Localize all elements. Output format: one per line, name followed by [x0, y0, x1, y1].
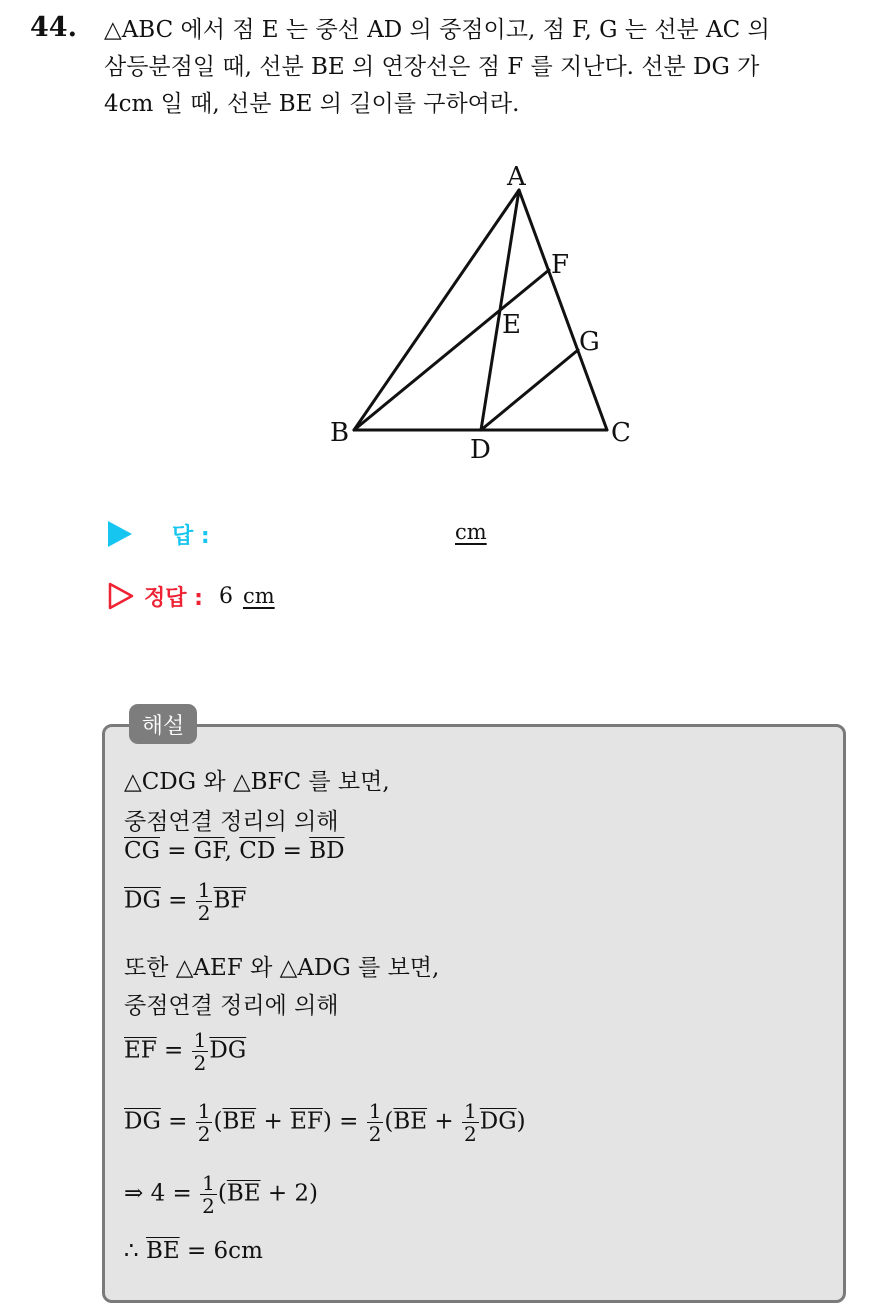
comma: ,	[224, 838, 240, 864]
question-line: △ABC 에서 점 E 는 중선 AD 의 중점이고, 점 F, G 는 선분 AC 의	[104, 17, 770, 43]
fraction	[200, 1172, 217, 1217]
equals: =	[160, 1108, 195, 1135]
paren-open: (	[217, 1180, 227, 1207]
fraction-numerator: 1	[202, 1171, 215, 1195]
label-c: C	[611, 418, 631, 448]
segment-dg	[481, 350, 578, 430]
label-g: G	[579, 327, 600, 357]
explanation-line-6: 중점연결 정리에 의해	[124, 993, 339, 1019]
fraction	[196, 879, 213, 924]
question-number: 44.	[30, 12, 77, 43]
segment-ef: $\overline{EF}$	[290, 1108, 323, 1135]
fraction-denominator: 2	[368, 1122, 382, 1146]
explanation-line-2: 중점연결 정리의 의해	[124, 809, 339, 835]
correct-answer-value: 6	[218, 583, 233, 609]
segment-bf	[354, 270, 549, 430]
explanation-line-1: △CDG 와 △BFC 를 보면,	[124, 769, 390, 795]
fraction-denominator: 2	[464, 1122, 477, 1146]
segment-be: $\overline{BE}$	[393, 1108, 428, 1135]
correct-answer-unit: cm	[242, 584, 275, 608]
segment-dg: $\overline{DG}$	[124, 1108, 161, 1135]
paren-close: )	[516, 1108, 526, 1135]
play-icon	[108, 521, 132, 547]
equals: =	[275, 838, 310, 864]
outline-triangle-icon	[108, 582, 134, 610]
label-e: E	[502, 310, 521, 340]
implies-text: ⇒ 4 =	[124, 1180, 200, 1207]
plus: +	[256, 1108, 291, 1135]
segment-ab	[354, 190, 519, 430]
fraction-denominator: 2	[197, 1122, 211, 1146]
therefore-text: ∴	[124, 1238, 146, 1264]
correct-answer-label: 정답 :	[144, 585, 203, 611]
explanation-line-7	[124, 1029, 246, 1074]
segment-cd: $\overline{CD}$	[239, 838, 276, 864]
segment-dg: $\overline{DG}$	[209, 1037, 247, 1064]
result-text: = 6cm	[179, 1238, 263, 1264]
segment-be: $\overline{BE}$	[145, 1238, 180, 1264]
explanation-line-3	[124, 838, 345, 864]
fraction	[192, 1029, 209, 1074]
segment-dg: $\overline{DG}$	[124, 887, 161, 914]
answer-row	[108, 517, 210, 551]
label-b: B	[330, 418, 350, 448]
segment-be: $\overline{BE}$	[222, 1108, 257, 1135]
question-text	[104, 12, 864, 123]
explanation-line-10	[124, 1238, 263, 1264]
fraction-denominator: 2	[197, 901, 211, 925]
paren-open: (	[213, 1108, 223, 1135]
plus-two: + 2)	[260, 1180, 319, 1207]
paren-close-equals: ) =	[322, 1108, 366, 1135]
fraction-numerator: 1	[193, 1028, 207, 1052]
label-d: D	[470, 435, 491, 465]
fraction	[462, 1100, 479, 1145]
correct-answer-row	[108, 579, 275, 613]
fraction-numerator: 1	[368, 1099, 382, 1123]
fraction	[367, 1100, 384, 1145]
explanation-line-4	[124, 879, 246, 924]
segment-bd: $\overline{BD}$	[309, 838, 345, 864]
equals: =	[160, 887, 195, 914]
explanation-line-9	[124, 1172, 318, 1217]
question-line: 4cm 일 때, 선분 BE 의 길이를 구하여라.	[104, 91, 520, 117]
label-a: A	[507, 162, 526, 192]
equals: =	[159, 838, 194, 864]
fraction-denominator: 2	[202, 1194, 215, 1218]
fraction-numerator: 1	[197, 1099, 211, 1123]
fraction-numerator: 1	[464, 1099, 477, 1123]
segment-ef: $\overline{EF}$	[124, 1037, 157, 1064]
paren-open: (	[384, 1108, 394, 1135]
segment-ac	[519, 190, 607, 430]
segment-gf: $\overline{GF}$	[193, 838, 225, 864]
explanation-line-5: 또한 △AEF 와 △ADG 를 보면,	[124, 955, 440, 981]
answer-label: 답 :	[172, 523, 210, 549]
explanation-tag: 해설	[129, 704, 197, 744]
triangle-figure	[0, 150, 884, 470]
fraction	[196, 1100, 213, 1145]
segment-be: $\overline{BE}$	[226, 1180, 261, 1207]
fraction-denominator: 2	[193, 1051, 207, 1075]
equals: =	[156, 1037, 191, 1064]
segment-cg: $\overline{CG}$	[124, 838, 160, 864]
label-f: F	[551, 250, 570, 280]
question-line: 삼등분점일 때, 선분 BE 의 연장선은 점 F 를 지난다. 선분 DG 가	[104, 54, 760, 80]
explanation-line-8	[124, 1100, 526, 1145]
segment-dg: $\overline{DG}$	[479, 1108, 517, 1135]
fraction-numerator: 1	[197, 878, 211, 902]
segment-bf: $\overline{BF}$	[213, 887, 247, 914]
answer-unit: cm	[455, 520, 487, 544]
plus: +	[427, 1108, 462, 1135]
